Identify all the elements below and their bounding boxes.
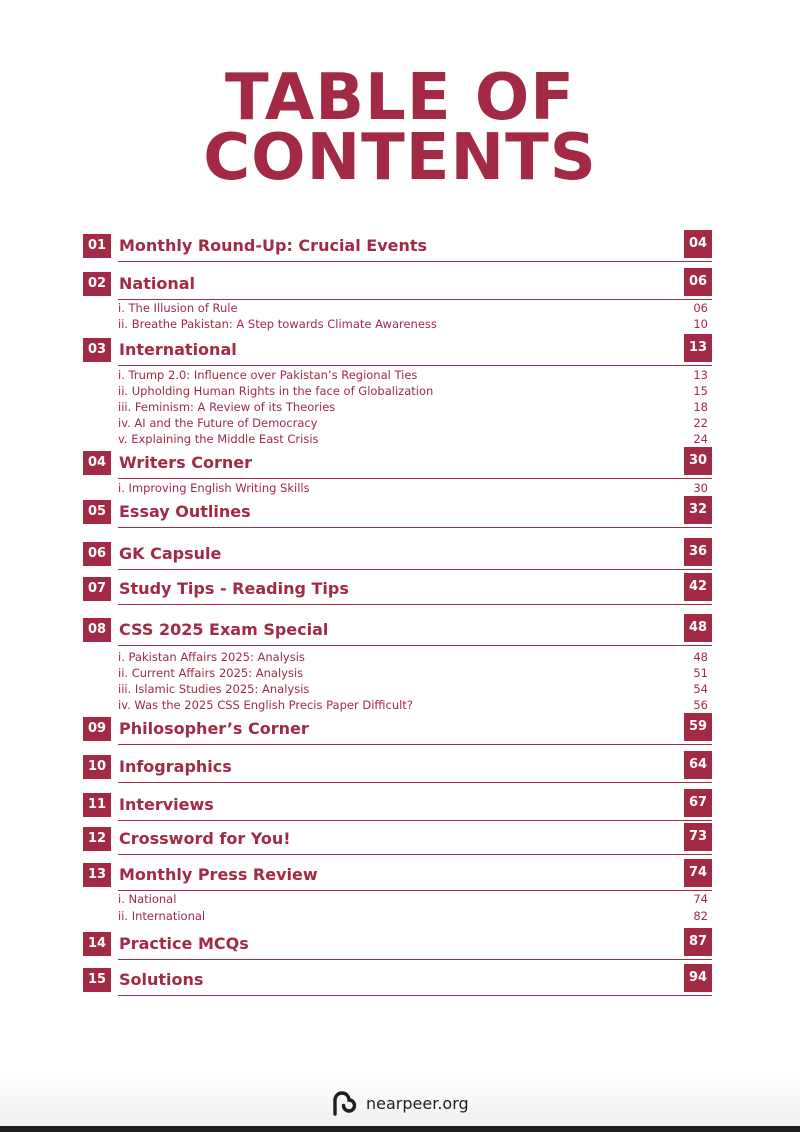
subentry-page: 22 xyxy=(693,416,708,430)
section-number: 14 xyxy=(83,932,111,956)
section-number: 01 xyxy=(83,234,111,258)
section-number: 09 xyxy=(83,717,111,741)
section-page-number: 13 xyxy=(684,334,712,362)
toc-subentry[interactable] xyxy=(118,431,708,447)
section-number: 05 xyxy=(83,500,111,524)
section-divider xyxy=(118,365,712,366)
subentry-title: i. National xyxy=(118,892,177,906)
page-title-line-2: CONTENTS xyxy=(203,121,597,195)
toc-subentry[interactable] xyxy=(118,908,708,924)
section-page-number: 94 xyxy=(684,964,712,992)
toc-subentry[interactable] xyxy=(118,300,708,316)
section-number: 07 xyxy=(83,577,111,601)
toc-subentry[interactable] xyxy=(118,681,708,697)
toc-section[interactable] xyxy=(83,500,712,524)
toc-subentry[interactable] xyxy=(118,316,708,332)
section-divider xyxy=(118,995,712,996)
section-divider xyxy=(118,261,712,262)
section-title: Crossword for You! xyxy=(119,829,291,848)
subentry-title: iv. Was the 2025 CSS English Precis Paper Difficult? xyxy=(118,698,413,712)
section-page-number: 87 xyxy=(684,928,712,956)
section-page-number: 67 xyxy=(684,789,712,817)
toc-section[interactable] xyxy=(83,542,712,566)
toc-subentry[interactable] xyxy=(118,367,708,383)
brand-logo[interactable] xyxy=(332,1088,469,1118)
section-page-number: 42 xyxy=(684,573,712,601)
subentry-page: 15 xyxy=(693,384,708,398)
section-divider xyxy=(118,959,712,960)
footer-bar xyxy=(0,1126,800,1132)
section-number: 04 xyxy=(83,451,111,475)
toc-subentry[interactable] xyxy=(118,480,708,496)
section-number: 08 xyxy=(83,618,111,642)
subentry-page: 82 xyxy=(693,909,708,923)
toc-subentry[interactable] xyxy=(118,415,708,431)
section-divider xyxy=(118,569,712,570)
subentry-title: ii. Current Affairs 2025: Analysis xyxy=(118,666,304,680)
subentry-page: 54 xyxy=(693,682,708,696)
section-title: Writers Corner xyxy=(119,453,252,472)
section-title: Solutions xyxy=(119,970,204,989)
subentry-page: 24 xyxy=(693,432,708,446)
section-page-number: 36 xyxy=(684,538,712,566)
subentry-title: i. The Illusion of Rule xyxy=(118,301,238,315)
toc-subentry[interactable] xyxy=(118,399,708,415)
subentry-title: ii. Breathe Pakistan: A Step towards Climate Awareness xyxy=(118,317,437,331)
toc-subentry[interactable] xyxy=(118,891,708,907)
section-title: National xyxy=(119,274,195,293)
subentry-title: i. Pakistan Affairs 2025: Analysis xyxy=(118,650,305,664)
subentry-page: 74 xyxy=(693,892,708,906)
section-page-number: 73 xyxy=(684,823,712,851)
section-title: Study Tips - Reading Tips xyxy=(119,579,349,598)
section-page-number: 48 xyxy=(684,614,712,642)
section-title: Interviews xyxy=(119,795,214,814)
subentry-title: iii. Islamic Studies 2025: Analysis xyxy=(118,682,310,696)
subentry-page: 48 xyxy=(693,650,708,664)
section-number: 06 xyxy=(83,542,111,566)
toc-subentry[interactable] xyxy=(118,665,708,681)
subentry-page: 13 xyxy=(693,368,708,382)
section-divider xyxy=(118,527,712,528)
section-divider xyxy=(118,645,712,646)
section-title: GK Capsule xyxy=(119,544,222,563)
section-divider xyxy=(118,782,712,783)
section-page-number: 64 xyxy=(684,751,712,779)
section-divider xyxy=(118,604,712,605)
section-title: Infographics xyxy=(119,757,232,776)
section-divider xyxy=(118,820,712,821)
toc-section[interactable] xyxy=(83,932,712,956)
section-page-number: 04 xyxy=(684,230,712,258)
toc-section[interactable] xyxy=(83,793,712,817)
subentry-page: 56 xyxy=(693,698,708,712)
toc-section[interactable] xyxy=(83,577,712,601)
section-number: 10 xyxy=(83,755,111,779)
section-number: 02 xyxy=(83,272,111,296)
section-divider xyxy=(118,478,712,479)
section-page-number: 06 xyxy=(684,268,712,296)
toc-section[interactable] xyxy=(83,827,712,851)
toc-section[interactable] xyxy=(83,968,712,992)
section-title: Monthly Round-Up: Crucial Events xyxy=(119,236,428,255)
toc-section[interactable] xyxy=(83,234,712,258)
section-title: Philosopher’s Corner xyxy=(119,719,309,738)
subentry-title: i. Trump 2.0: Influence over Pakistan’s Regional Ties xyxy=(118,368,418,382)
subentry-page: 30 xyxy=(693,481,708,495)
section-page-number: 74 xyxy=(684,859,712,887)
subentry-title: iii. Feminism: A Review of its Theories xyxy=(118,400,336,414)
brand-name: nearpeer.org xyxy=(366,1093,469,1113)
toc-section[interactable] xyxy=(83,755,712,779)
subentry-title: ii. Upholding Human Rights in the face of Globalization xyxy=(118,384,434,398)
section-title: Essay Outlines xyxy=(119,502,251,521)
subentry-page: 18 xyxy=(693,400,708,414)
section-number: 12 xyxy=(83,827,111,851)
section-number: 15 xyxy=(83,968,111,992)
section-number: 03 xyxy=(83,338,111,362)
section-divider xyxy=(118,744,712,745)
page-title-line-1: TABLE OF xyxy=(225,61,575,135)
toc-subentry[interactable] xyxy=(118,383,708,399)
toc-section[interactable] xyxy=(83,338,712,362)
toc-subentry[interactable] xyxy=(118,649,708,665)
toc-section[interactable] xyxy=(83,863,712,887)
section-title: Monthly Press Review xyxy=(119,865,318,884)
subentry-page: 10 xyxy=(693,317,708,331)
subentry-title: v. Explaining the Middle East Crisis xyxy=(118,432,319,446)
toc-section[interactable] xyxy=(83,717,712,741)
section-number: 13 xyxy=(83,863,111,887)
toc-section[interactable] xyxy=(83,451,712,475)
section-divider xyxy=(118,854,712,855)
toc-section[interactable] xyxy=(83,618,712,642)
section-page-number: 32 xyxy=(684,496,712,524)
subentry-title: iv. AI and the Future of Democracy xyxy=(118,416,318,430)
nearpeer-logo-icon xyxy=(332,1090,360,1116)
subentry-page: 06 xyxy=(693,301,708,315)
section-title: CSS 2025 Exam Special xyxy=(119,620,329,639)
section-title: Practice MCQs xyxy=(119,934,249,953)
section-title: International xyxy=(119,340,237,359)
section-number: 11 xyxy=(83,793,111,817)
subentry-page: 51 xyxy=(693,666,708,680)
subentry-title: ii. International xyxy=(118,909,206,923)
subentry-title: i. Improving English Writing Skills xyxy=(118,481,310,495)
section-page-number: 59 xyxy=(684,713,712,741)
toc-section[interactable] xyxy=(83,272,712,296)
toc-subentry[interactable] xyxy=(118,697,708,713)
section-page-number: 30 xyxy=(684,447,712,475)
